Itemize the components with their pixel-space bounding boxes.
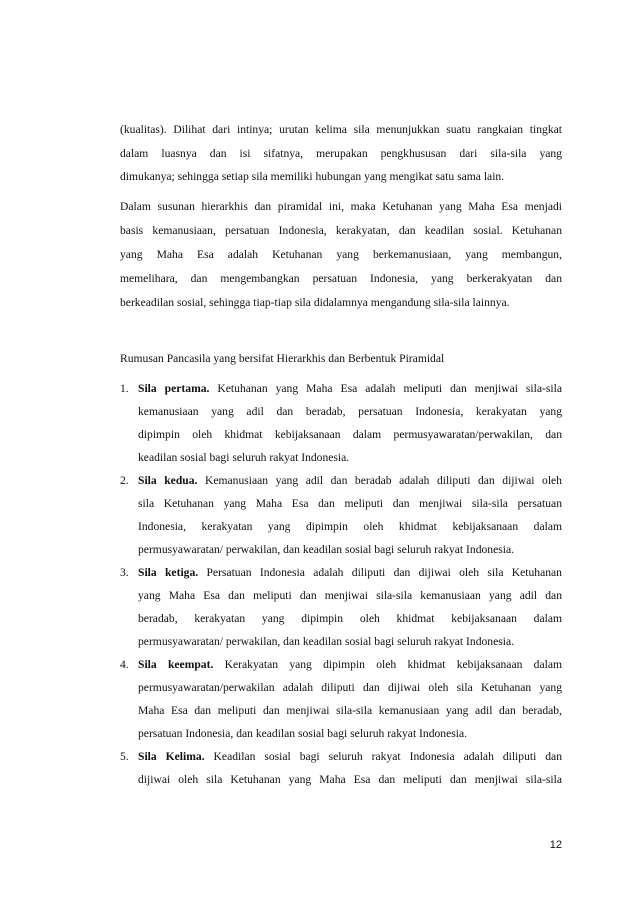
sila-text: Kerakyatan yang dipimpin oleh khidmat kebijaksanaan dalam	[224, 658, 562, 671]
sila-title: Sila kedua.	[138, 474, 198, 487]
list-item-first-line	[120, 658, 562, 672]
list-item-first-line	[120, 566, 562, 580]
list-item-first-line	[120, 382, 562, 396]
text-line: permusyawaratan/perwakilan adalah diliputi dan dijiwai oleh sila Ketuhanan yang	[138, 681, 562, 694]
text-line: keadilan sosial bagi seluruh rakyat Indonesia.	[138, 451, 350, 464]
list-item-first-line	[120, 474, 562, 488]
section-heading: Rumusan Pancasila yang bersifat Hierarkhis dan Berbentuk Piramidal	[120, 352, 445, 365]
text-line: kemanusiaan yang adil dan beradab, persatuan Indonesia, kerakyatan yang	[138, 405, 562, 418]
sila-title: Sila Kelima.	[138, 750, 205, 763]
sila-text: Persatuan Indonesia adalah diliputi dan dijiwai oleh sila Ketuhanan	[206, 566, 562, 579]
text-line: yang Maha Esa adalah Ketuhanan yang berkemanusiaan, yang membangun,	[120, 248, 562, 261]
text-line: persatuan Indonesia, dan keadilan sosial bagi seluruh rakyat Indonesia.	[138, 727, 468, 740]
sila-title: Sila ketiga.	[138, 566, 199, 579]
list-number: 2.	[120, 474, 129, 487]
text-line: beradab, kerakyatan yang dipimpin oleh khidmat kebijaksanaan dalam	[138, 612, 562, 625]
list-number: 5.	[120, 750, 129, 763]
text-line: permusyawaratan/ perwakilan, dan keadilan sosial bagi seluruh rakyat Indonesia.	[138, 635, 515, 648]
text-line: berkeadilan sosial, sehingga tiap-tiap sila didalamnya mengandung sila-sila lainnya.	[120, 296, 510, 309]
sila-text: Ketuhanan yang Maha Esa adalah meliputi dan menjiwai sila-sila	[217, 382, 562, 395]
text-line: Indonesia, kerakyatan yang dipimpin oleh khidmat kebijaksanaan dalam	[138, 520, 562, 533]
text-line: sila Ketuhanan yang Maha Esa dan meliputi dan menjiwai sila-sila persatuan	[138, 497, 562, 510]
text-line: dijiwai oleh sila Ketuhanan yang Maha Esa dan meliputi dan menjiwai sila-sila	[138, 773, 562, 786]
text-line: dalam luasnya dan isi sifatnya, merupakan pengkhususan dari sila-sila yang	[120, 147, 562, 160]
text-line: Dalam susunan hierarkhis dan piramidal ini, maka Ketuhanan yang Maha Esa menjadi	[120, 200, 562, 213]
text-line: yang Maha Esa dan meliputi dan menjiwai sila-sila kemanusiaan yang adil dan	[138, 589, 562, 602]
text-line: basis kemanusiaan, persatuan Indonesia, kerakyatan, dan keadilan sosial. Ketuhanan	[120, 224, 562, 237]
text-line: Maha Esa dan meliputi dan menjiwai sila-sila kemanusiaan yang adil dan beradab,	[138, 704, 562, 717]
sila-text: Kemanusiaan yang adil dan beradab adalah diliputi dan dijiwai oleh	[204, 474, 562, 487]
sila-title: Sila pertama.	[138, 382, 210, 395]
list-number: 3.	[120, 566, 129, 579]
sila-text: Keadilan sosial bagi seluruh rakyat Indonesia adalah diliputi dan	[213, 750, 562, 763]
list-number: 4.	[120, 658, 129, 671]
text-line: dimukanya; sehingga setiap sila memiliki hubungan yang mengikat satu sama lain.	[120, 170, 505, 183]
text-line: memelihara, dan mengembangkan persatuan Indonesia, yang berkerakyatan dan	[120, 272, 562, 285]
text-line: dipimpin oleh khidmat kebijaksanaan dalam permusyawaratan/perwakilan, dan	[138, 428, 562, 441]
text-line: permusyawaratan/ perwakilan, dan keadilan sosial bagi seluruh rakyat Indonesia.	[138, 543, 515, 556]
sila-title: Sila keempat.	[138, 658, 214, 671]
list-number: 1.	[120, 382, 129, 395]
page-number: 12	[549, 839, 562, 851]
text-line: (kualitas). Dilihat dari intinya; urutan kelima sila menunjukkan suatu rangkaian tingkat	[120, 123, 562, 136]
list-item-first-line	[120, 750, 562, 764]
